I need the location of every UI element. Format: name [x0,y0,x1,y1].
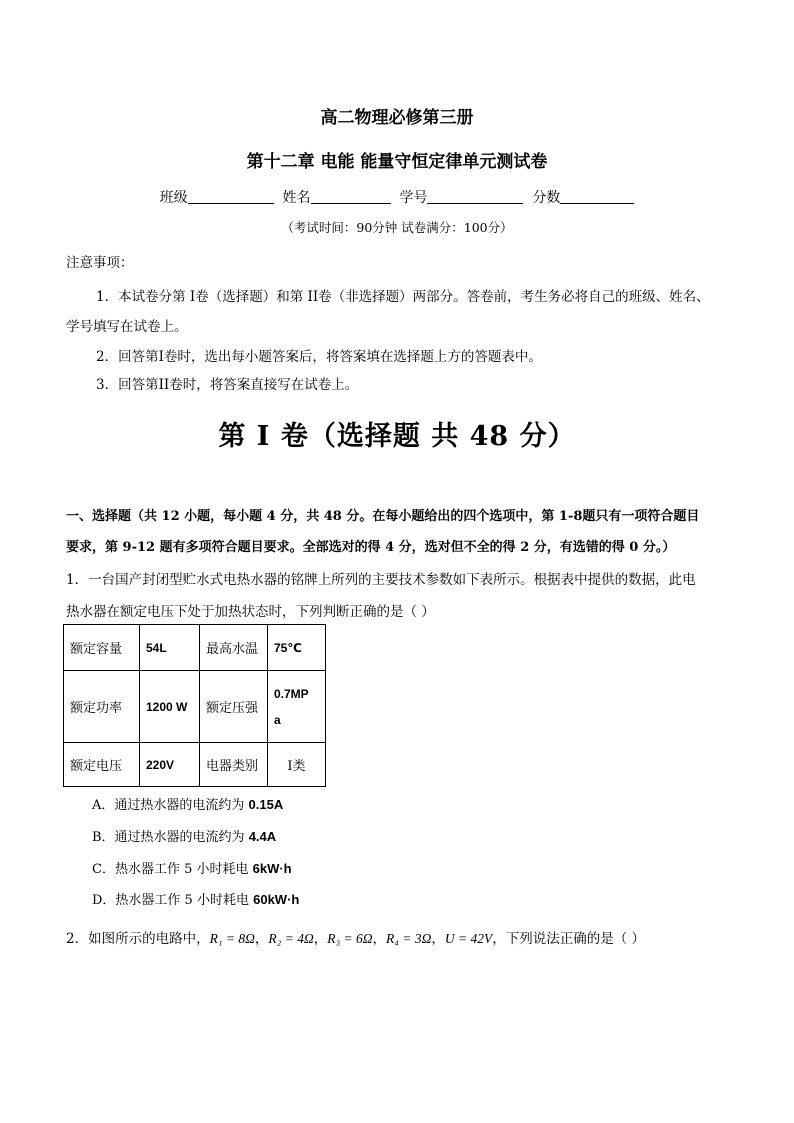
q2-r2: R₂ = 4Ω [268,931,314,946]
q1-option-d[interactable] [92,889,299,908]
name-label: 姓名 [282,190,311,206]
q2-suffix: ，下列说法正确的是（ ） [492,931,645,947]
q2-r3: R₃ = 6Ω [327,931,373,946]
q1-stem-cont: 热水器在额定电压下处于加热状态时，下列判断正确的是（ ） [66,604,435,620]
table-cell: 额定容量 [64,625,140,671]
book-title: 高二物理必修第三册 [320,108,474,128]
table-cell: 75℃ [268,625,326,671]
table-cell: 额定电压 [64,743,140,787]
option-d-label: D．热水器工作 5 小时耗电 [92,893,249,908]
student-info-row [0,187,794,207]
table-cell: 54L [140,625,200,671]
q2-prefix: 2．如图所示的电路中， [66,931,210,947]
option-c-label: C．热水器工作 5 小时耗电 [92,862,249,877]
q1-option-a[interactable] [92,794,283,813]
q1-option-b[interactable] [92,826,276,845]
q2-stem: 2．如图所示的电路中，R₁ = 8Ω，R₂ = 4Ω，R₃ = 6Ω，R₄ = 3Ω，U = 42V，下列说法正确的是（ ） [66,931,645,947]
notice-item-3: 3．回答第II卷时，将答案直接写在试卷上。 [96,377,359,393]
class-label: 班级 [159,190,188,206]
exam-info: （考试时间：90分钟 试卷满分：100分） [281,220,513,235]
q1-stem: 1．一台国产封闭型贮水式电热水器的铭牌上所列的主要技术参数如下表所示。根据表中提供的数据，此电 [66,572,696,588]
spec-table [63,624,326,787]
table-row [64,625,326,671]
score-label: 分数 [532,190,561,206]
option-a-label: A．通过热水器的电流约为 [92,798,245,813]
table-cell: 电器类别 [200,743,268,787]
table-cell: Ⅰ类 [268,743,326,787]
q1-option-c[interactable] [92,858,292,877]
option-a-value: 0.15A [248,797,284,812]
option-c-value: 6kW·h [252,861,292,876]
name-blank[interactable] [311,189,391,204]
chapter-title: 第十二章 电能 能量守恒定律单元测试卷 [246,152,548,172]
table-cell: 额定功率 [64,671,140,743]
section-title: 第 I 卷（选择题 共 48 分） [218,421,576,452]
q2-r1: R₁ = 8Ω [209,931,255,946]
question-intro-cont: 要求，第 9-12 题有多项符合题目要求。全部选对的得 4 分，选对但不全的得 2 分，有选错的得 0 分。） [66,540,676,555]
notice-title: 注意事项： [66,255,134,271]
table-cell: 220V [140,743,200,787]
table-row [64,743,326,787]
table-cell: 0.7MP a [268,671,326,743]
notice-item-2: 2．回答第I卷时，选出每小题答案后，将答案填在选择题上方的答题表中。 [96,349,542,365]
table-cell: 1200 W [140,671,200,743]
question-intro: 一、选择题（共 12 小题，每小题 4 分，共 48 分。在每小题给出的四个选项中，第 1-8题只有一项符合题目 [66,509,700,524]
option-d-value: 60kW·h [253,892,300,907]
id-blank[interactable] [427,189,523,204]
notice-item-1-cont: 学号填写在试卷上。 [66,319,188,335]
q2-r4: R₄ = 3Ω [386,931,432,946]
notice-item-1: 1．本试卷分第 I卷（选择题）和第 II卷（非选择题）两部分。答卷前，考生务必将自己的班级、姓名、 [96,289,710,305]
id-label: 学号 [399,190,428,206]
score-blank[interactable] [560,189,634,204]
q2-u: U = 42V [444,931,493,946]
table-cell: 最高水温 [200,625,268,671]
table-row [64,671,326,743]
option-b-label: B．通过热水器的电流约为 [92,830,245,845]
class-blank[interactable] [188,189,274,204]
option-b-value: 4.4A [248,829,277,844]
table-cell: 额定压强 [200,671,268,743]
